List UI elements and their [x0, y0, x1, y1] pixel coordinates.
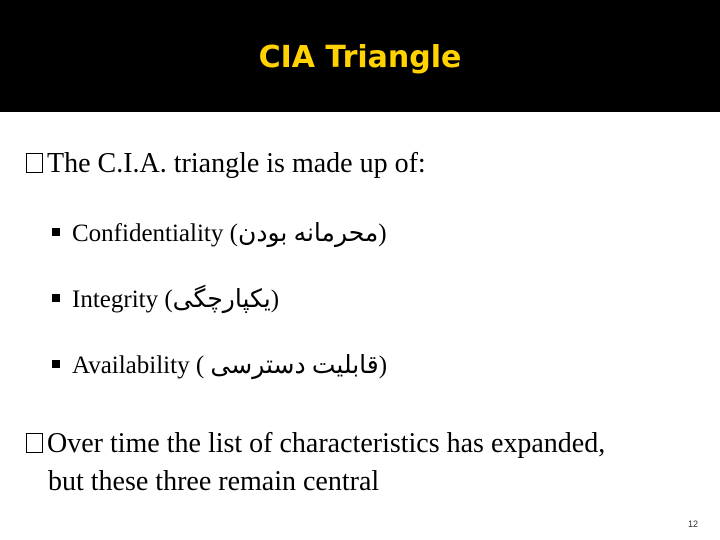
sub-bullet-label: Integrity (: [72, 286, 173, 313]
box-bullet-icon: [26, 153, 43, 173]
sub-bullet-close: ): [378, 220, 387, 247]
sub-bullet-persian: محرمانه بودن: [237, 220, 379, 247]
bullet-text-line1: Over time the list of characteristics has expanded,: [47, 428, 606, 459]
box-bullet-icon: [26, 433, 43, 453]
bullet-over-time: [26, 428, 605, 460]
page-number: 12: [687, 519, 698, 529]
sub-bullet-label: Availability (: [72, 352, 211, 379]
sub-bullet-availability: [52, 350, 387, 380]
square-bullet-icon: [52, 360, 60, 368]
bullet-text-line2: but these three remain central: [48, 466, 380, 497]
sub-bullet-close: ): [270, 286, 280, 313]
bullet-cia-intro: [26, 148, 426, 180]
sub-bullet-persian: قابلیت دسترسی: [210, 352, 379, 379]
bullet-text: The C.I.A. triangle is made up of:: [47, 148, 426, 179]
sub-bullet-label: Confidentiality (: [72, 220, 238, 247]
sub-bullet-integrity: [52, 284, 279, 314]
sub-bullet-close: ): [378, 352, 388, 379]
sub-bullet-confidentiality: [52, 218, 387, 248]
square-bullet-icon: [52, 294, 60, 302]
square-bullet-icon: [52, 228, 60, 236]
slide-title: CIA Triangle: [258, 40, 462, 75]
sub-bullet-persian: یکپارچگی: [172, 286, 271, 313]
